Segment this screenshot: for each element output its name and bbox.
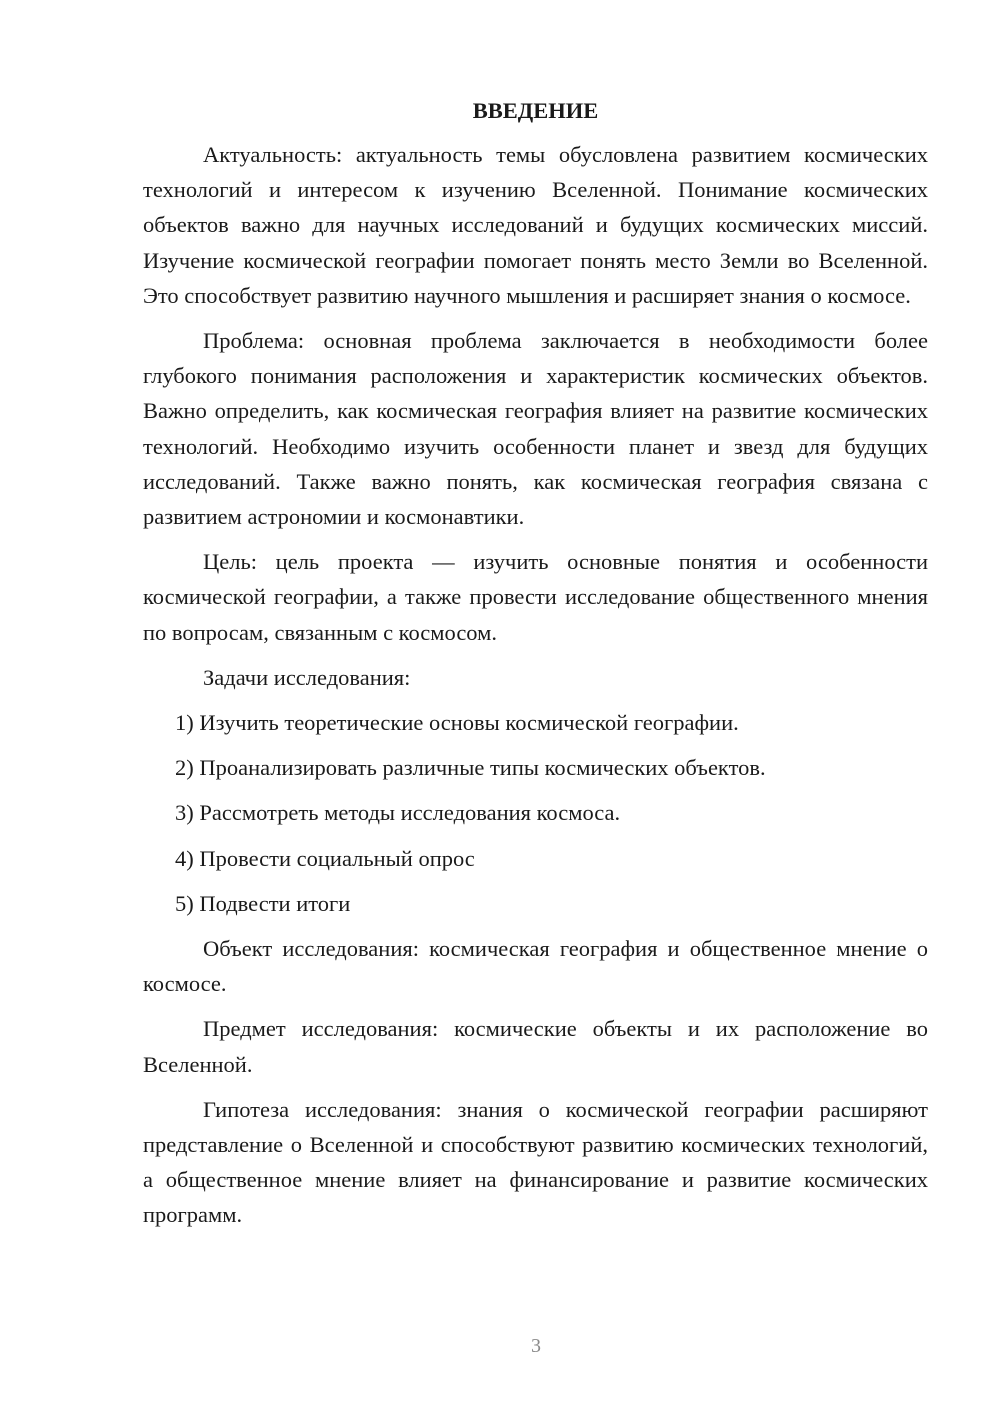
section-title: ВВЕДЕНИЕ: [472, 98, 599, 123]
list-item: 1) Изучить теоретические основы космической географии.: [175, 710, 739, 736]
page-number: 3: [531, 1335, 541, 1357]
paragraph-problem: Проблема: основная проблема заключается в необходимости более глубокого понимания расположения и характеристик космических объектов. Важно определить, как космическая география влияет на развитие космических технологий. Необходимо изучить особенности планет и звезд для будущих исследований. Также важно понять, как космическая география связана с развитием астрономии и космонавтики.: [143, 328, 928, 530]
list-item: 2) Проанализировать различные типы космических объектов.: [175, 755, 766, 781]
paragraph-object: Объект исследования: космическая география и общественное мнение о космосе.: [143, 936, 928, 997]
paragraph-goal: Цель: цель проекта — изучить основные понятия и особенности космической географии, а также провести исследование общественного мнения по вопросам, связанным с космосом.: [143, 549, 928, 645]
list-item: 4) Провести социальный опрос: [175, 845, 475, 871]
list-item: 3) Рассмотреть методы исследования космоса.: [175, 800, 621, 826]
paragraph-relevance: Актуальность: актуальность темы обусловлена развитием космических технологий и интересом к изучению Вселенной. Понимание космических объектов важно для научных исследований и будущих космических миссий. Изучение космической географии помогает понять место Земли во Вселенной. Это способствует развитию научного мышления и расширяет знания о космосе.: [143, 142, 928, 308]
paragraph-subject: Предмет исследования: космические объекты и их расположение во Вселенной.: [143, 1016, 928, 1077]
tasks-list: [143, 705, 928, 921]
tasks-heading: Задачи исследования:: [203, 664, 411, 690]
list-item: 5) Подвести итоги: [175, 890, 351, 916]
page-content: [143, 95, 928, 1243]
paragraph-hypothesis: Гипотеза исследования: знания о космической географии расширяют представление о Вселенной и способствуют развитию космических технологий, а общественное мнение влияет на финансирование и развитие космических программ.: [143, 1096, 928, 1228]
